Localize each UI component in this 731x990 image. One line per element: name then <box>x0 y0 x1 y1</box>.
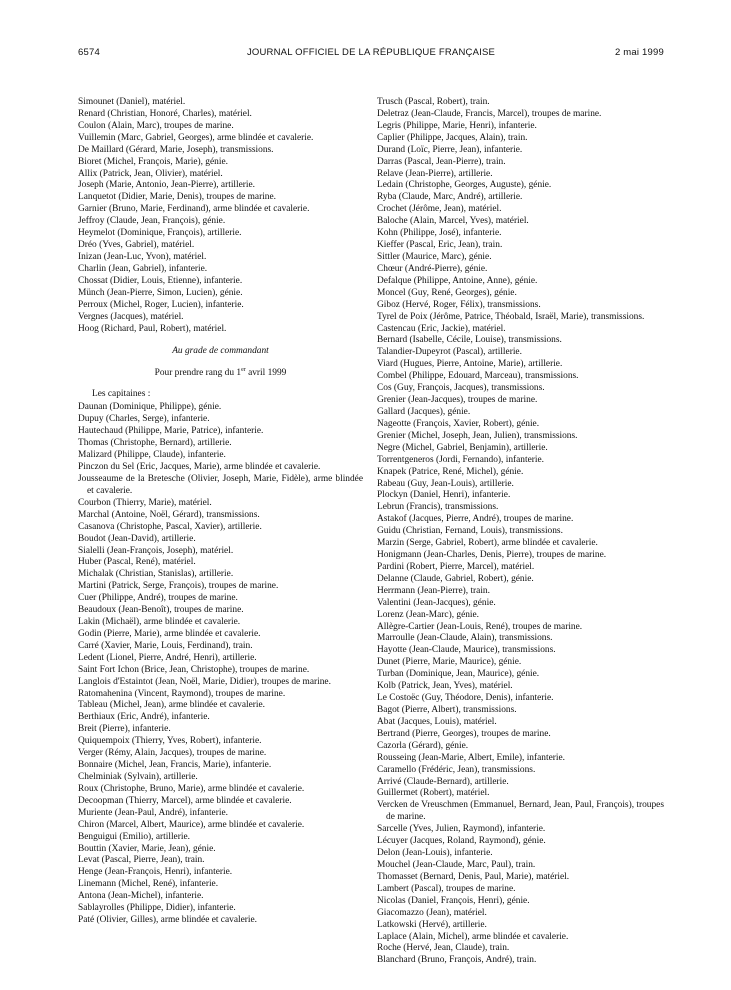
list-item: Thomas (Christophe, Bernard), artillerie. <box>78 438 232 449</box>
list-item: Malizard (Philippe, Claude), infanterie. <box>78 450 226 461</box>
left-top-list <box>78 97 363 335</box>
list-item: Bertrand (Pierre, Georges), troupes de marine. <box>377 728 551 739</box>
list-item: Marchal (Antoine, Noël, Gérard), transmissions. <box>78 509 260 520</box>
list-item: Nageotte (François, Xavier, Robert), génie. <box>377 418 540 429</box>
list-item: Legris (Philippe, Marie, Henri), infanterie. <box>377 120 537 131</box>
list-item: Rabeau (Guy, Jean-Louis), artillerie. <box>377 478 514 489</box>
journal-title: JOURNAL OFFICIEL DE LA RÉPUBLIQUE FRANÇAISE <box>246 47 496 58</box>
list-item: Guillermet (Robert), matériel. <box>377 788 490 799</box>
list-item: Ratomahenina (Vincent, Raymond), troupes de marine. <box>78 688 286 699</box>
list-item: Viard (Hugues, Pierre, Antoine, Marie), artillerie. <box>377 359 563 370</box>
list-item: Lanquetot (Didier, Marie, Denis), troupes de marine. <box>78 192 276 203</box>
list-item: Chossat (Didier, Louis, Etienne), infanterie. <box>78 275 243 286</box>
list-item: Arrivé (Claude-Bernard), artillerie. <box>377 776 509 787</box>
list-item: Breit (Pierre), infanterie. <box>78 724 171 735</box>
list-item: Beaudoux (Jean-Benoît), troupes de marine. <box>78 605 244 616</box>
list-item: De Maillard (Gérard, Marie, Joseph), transmissions. <box>78 144 274 155</box>
list-item: Kohn (Philippe, José), infanterie. <box>377 228 502 239</box>
list-item: Moncel (Guy, René, Georges), génie. <box>377 287 517 298</box>
list-item: Rousseing (Jean-Marie, Albert, Emile), infanterie. <box>377 752 565 763</box>
list-item: Charlin (Jean, Gabriel), infanterie. <box>78 263 208 274</box>
list-item: Dunet (Pierre, Marie, Maurice), génie. <box>377 657 522 668</box>
list-item: Verger (Rémy, Alain, Jacques), troupes de marine. <box>78 748 267 759</box>
list-item: Castencau (Eric, Jackie), matériel. <box>377 323 506 334</box>
list-item: Berthiaux (Eric, André), infanterie. <box>78 712 210 723</box>
list-item: Bouttin (Xavier, Marie, Jean), génie. <box>78 843 216 854</box>
list-item: Bernard (Isabelle, Cécile, Louise), transmissions. <box>377 335 562 346</box>
list-item: Roux (Christophe, Bruno, Marie), arme blindée et cavalerie. <box>78 783 305 794</box>
list-item: Martini (Patrick, Serge, François), troupes de marine. <box>78 581 279 592</box>
list-item: Roche (Hervé, Jean, Claude), train. <box>377 943 510 954</box>
list-item: Cazorla (Gérard), génie. <box>377 740 469 751</box>
list-item: Lorenz (Jean-Marc), génie. <box>377 609 480 620</box>
list-item: Levat (Pascal, Pierre, Jean), train. <box>78 855 205 866</box>
list-item: Pinczon du Sel (Eric, Jacques, Marie), arme blindée et cavalerie. <box>78 462 321 473</box>
list-item: Relave (Jean-Pierre), artillerie. <box>377 168 493 179</box>
list-item: Coulon (Alain, Marc), troupes de marine. <box>78 120 234 131</box>
list-item: Tableau (Michel, Jean), arme blindée et cavalerie. <box>78 700 266 711</box>
list-item: Vercken de Vreuschmen (Emmanuel, Bernard, Jean, Paul, François), troupes de marine. <box>377 800 664 823</box>
list-item: Defalque (Philippe, Antoine, Anne), génie. <box>377 275 538 286</box>
list-item: Paté (Olivier, Gilles), arme blindée et cavalerie. <box>78 915 257 926</box>
list-item: Saint Fort Ichon (Brice, Jean, Christophe), troupes de marine. <box>78 664 310 675</box>
list-item: Benguigui (Emilio), artillerie. <box>78 831 190 842</box>
list-item: Crochet (Jérôme, Jean), matériel. <box>377 204 502 215</box>
subtitle-ordinal: er <box>241 367 246 374</box>
list-item: Bonnaire (Michel, Jean, Francis, Marie), infanterie. <box>78 760 272 771</box>
list-item: Hayotte (Jean-Claude, Maurice), transmissions. <box>377 645 556 656</box>
list-item: Huber (Pascal, René), matériel. <box>78 557 196 568</box>
list-item: Renard (Christian, Honoré, Charles), matériel. <box>78 108 252 119</box>
list-item: Simounet (Daniel), matériel. <box>78 97 186 107</box>
list-item: Mouchel (Jean-Claude, Marc, Paul), train. <box>377 860 536 870</box>
list-item: Guidu (Christian, Fernand, Louis), transmissions. <box>377 526 563 537</box>
list-item: Linemann (Michel, René), infanterie. <box>78 879 219 890</box>
list-item: Decoopman (Thierry, Marcel), arme blindée et cavalerie. <box>78 795 292 806</box>
list-item: Baloche (Alain, Marcel, Yves), matériel. <box>377 216 529 227</box>
list-item: Quiquempoix (Thierry, Yves, Robert), infanterie. <box>78 736 262 747</box>
list-item: Chœur (André-Pierre), génie. <box>377 263 488 274</box>
list-item: Honigmann (Jean-Charles, Denis, Pierre), troupes de marine. <box>377 550 607 561</box>
list-item: Abat (Jacques, Louis), matériel. <box>377 716 497 727</box>
subtitle-suffix: avril 1999 <box>245 368 287 379</box>
list-item: Grenier (Michel, Joseph, Jean, Julien), transmissions. <box>377 430 578 441</box>
list-item: Chelminiak (Sylvain), artillerie. <box>78 772 198 783</box>
right-column <box>377 97 664 967</box>
list-item: Marzin (Serge, Gabriel, Robert), arme blindée et cavalerie. <box>377 538 598 549</box>
list-item: Carré (Xavier, Marie, Louis, Ferdinand), train. <box>78 640 253 651</box>
list-item: Delanne (Claude, Gabriel, Robert), génie. <box>377 573 534 584</box>
list-item: Michalak (Christian, Stanislas), artillerie. <box>78 569 234 580</box>
list-item: Nicolas (Daniel, François, Henri), génie. <box>377 895 530 906</box>
list-item: Negre (Michel, Gabriel, Benjamin), artillerie. <box>377 442 548 453</box>
list-item: Heymelot (Dominique, François), artillerie. <box>78 228 242 239</box>
list-item: Turban (Dominique, Jean, Maurice), génie. <box>377 669 540 680</box>
list-item: Marroulle (Jean-Claude, Alain), transmissions. <box>377 633 553 644</box>
list-item: Perroux (Michel, Roger, Lucien), infanterie. <box>78 299 244 310</box>
page-header <box>78 47 664 61</box>
list-item: Jeffroy (Claude, Jean, François), génie. <box>78 216 226 227</box>
list-item: Vuillemin (Marc, Gabriel, Georges), arme blindée et cavalerie. <box>78 132 314 143</box>
list-item: Gallard (Jacques), génie. <box>377 406 471 417</box>
list-item: Vergnes (Jacques), matériel. <box>78 311 184 322</box>
left-column <box>78 97 363 927</box>
list-item: Sarcelle (Yves, Julien, Raymond), infanterie. <box>377 824 546 835</box>
list-item: Garnier (Bruno, Marie, Ferdinand), arme blindée et cavalerie. <box>78 204 310 215</box>
list-item: Astakof (Jacques, Pierre, André), troupes de marine. <box>377 514 574 525</box>
list-item: Casanova (Christophe, Pascal, Xavier), artillerie. <box>78 521 262 532</box>
right-list <box>377 97 664 967</box>
list-item: Joseph (Marie, Antonio, Jean-Pierre), artillerie. <box>78 180 256 191</box>
list-item: Caplier (Philippe, Jacques, Alain), train. <box>377 132 528 143</box>
list-item: Valentini (Jean-Jacques), génie. <box>377 597 496 608</box>
list-item: Inizan (Jean-Luc, Yvon), matériel. <box>78 251 207 262</box>
list-item: Chiron (Marcel, Albert, Maurice), arme blindée et cavalerie. <box>78 819 305 830</box>
list-item: Sialelli (Jean-François, Joseph), matériel. <box>78 545 234 556</box>
list-item: Bioret (Michel, François, Marie), génie. <box>78 156 228 167</box>
list-item: Combel (Philippe, Edouard, Marceau), transmissions. <box>377 371 579 382</box>
section-lead: Les capitaines : <box>92 389 151 400</box>
list-item: Le Costoëc (Guy, Théodore, Denis), infanterie. <box>377 693 554 704</box>
list-item: Daunan (Dominique, Philippe), génie. <box>78 402 222 413</box>
page-number: 6574 <box>78 47 100 58</box>
list-item: Antona (Jean-Michel), infanterie. <box>78 891 204 902</box>
list-item: Henge (Jean-François, Henri), infanterie. <box>78 867 233 878</box>
list-item: Lebrun (Francis), transmissions. <box>377 502 499 513</box>
list-item: Dupuy (Charles, Serge), infanterie. <box>78 414 210 425</box>
list-item: Tyrel de Poix (Jérôme, Patrice, Théobald, Israël, Marie), transmissions. <box>377 311 645 322</box>
list-item: Boudot (Jean-David), artillerie. <box>78 533 196 544</box>
list-item: Plockyn (Daniel, Henri), infanterie. <box>377 490 511 501</box>
list-item: Sittler (Maurice, Marc), génie. <box>377 251 492 262</box>
list-item: Laplace (Alain, Michel), arme blindée et cavalerie. <box>377 931 569 942</box>
subtitle-prefix: Pour prendre rang du 1 <box>154 368 242 379</box>
list-item: Dréo (Yves, Gabriel), matériel. <box>78 240 195 251</box>
list-item: Giboz (Hervé, Roger, Félix), transmissions. <box>377 299 541 310</box>
section-title: Au grade de commandant <box>172 346 269 357</box>
list-item: Langlois d'Estaintot (Jean, Noël, Marie, Didier), troupes de marine. <box>78 676 331 687</box>
list-item: Kolb (Patrick, Jean, Yves), matériel. <box>377 681 513 692</box>
list-item: Knapek (Patrice, René, Michel), génie. <box>377 466 524 477</box>
list-item: Torrentgeneros (Jordi, Fernando), infanterie. <box>377 454 544 465</box>
list-item: Jousseaume de la Bretesche (Olivier, Joseph, Marie, Fidèle), arme blindée et cavalerie. <box>78 473 363 496</box>
list-item: Muriente (Jean-Paul, André), infanterie. <box>78 807 228 818</box>
list-item: Darras (Pascal, Jean-Pierre), train. <box>377 156 506 167</box>
list-item: Münch (Jean-Pierre, Simon, Lucien), génie. <box>78 287 243 298</box>
list-item: Grenier (Jean-Jacques), troupes de marine. <box>377 395 538 406</box>
issue-date: 2 mai 1999 <box>614 47 664 58</box>
list-item: Blanchard (Bruno, François, André), train. <box>377 955 537 966</box>
list-item: Latkowski (Hervé), artillerie. <box>377 919 487 930</box>
list-item: Deletraz (Jean-Claude, Francis, Marcel), troupes de marine. <box>377 108 602 119</box>
list-item: Allègre-Cartier (Jean-Louis, René), troupes de marine. <box>377 621 583 632</box>
left-bottom-list <box>78 402 363 927</box>
list-item: Cos (Guy, François, Jacques), transmissions. <box>377 383 545 394</box>
list-item: Courbon (Thierry, Marie), matériel. <box>78 497 212 508</box>
list-item: Pardini (Robert, Pierre, Marcel), matériel. <box>377 561 535 572</box>
section-subtitle <box>78 368 363 380</box>
list-item: Ledain (Christophe, Georges, Auguste), génie. <box>377 180 552 191</box>
list-item: Thomasset (Bernard, Denis, Paul, Marie), matériel. <box>377 871 570 882</box>
list-item: Lécuyer (Jacques, Roland, Raymond), génie. <box>377 836 546 847</box>
list-item: Godin (Pierre, Marie), arme blindée et cavalerie. <box>78 628 261 639</box>
list-item: Hoog (Richard, Paul, Robert), matériel. <box>78 323 227 334</box>
list-item: Sablayrolles (Philippe, Didier), infanterie. <box>78 903 236 914</box>
list-item: Allix (Patrick, Jean, Olivier), matériel. <box>78 168 223 179</box>
list-item: Caramello (Frédéric, Jean), transmissions. <box>377 764 536 775</box>
list-item: Herrmann (Jean-Pierre), train. <box>377 585 490 596</box>
list-item: Lakin (Michaël), arme blindée et cavalerie. <box>78 617 241 628</box>
list-item: Lambert (Pascal), troupes de marine. <box>377 883 516 894</box>
list-item: Giacomazzo (Jean), matériel. <box>377 907 487 918</box>
list-item: Ryba (Claude, Marc, André), artillerie. <box>377 192 523 203</box>
list-item: Cuer (Philippe, André), troupes de marine. <box>78 593 238 604</box>
list-item: Bagot (Pierre, Albert), transmissions. <box>377 705 517 716</box>
list-item: Kieffer (Pascal, Eric, Jean), train. <box>377 240 503 251</box>
list-item: Trusch (Pascal, Robert), train. <box>377 97 490 107</box>
list-item: Delon (Jean-Louis), infanterie. <box>377 848 493 859</box>
list-item: Talandier-Dupeyrot (Pascal), artillerie. <box>377 347 522 358</box>
list-item: Hautechaud (Philippe, Marie, Patrice), infanterie. <box>78 426 264 437</box>
list-item: Durand (Loïc, Pierre, Jean), infanterie. <box>377 144 523 155</box>
list-item: Ledent (Lionel, Pierre, André, Henri), artillerie. <box>78 652 257 663</box>
